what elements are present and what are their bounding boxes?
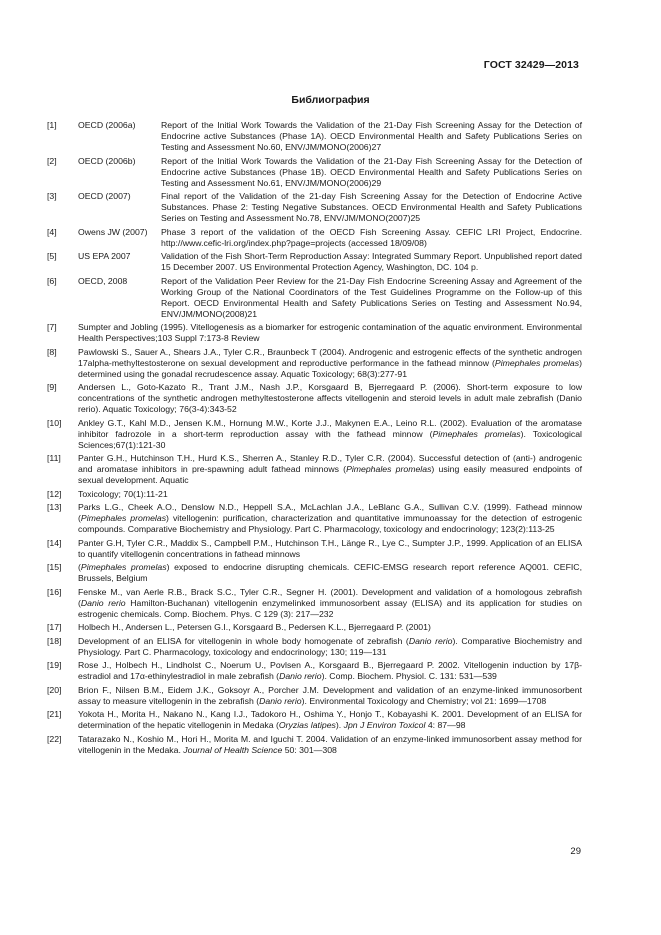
reference-italic-term: Danio rerio <box>80 597 126 608</box>
reference-text-part: Validation of the Fish Short-Term Reproduction Assay: Integrated Summary Report. Unpublished report dated 15 December 2007. US Environmental Protection Agency, Washington, DC. 104 p. <box>161 251 582 272</box>
reference-text <box>78 734 582 756</box>
reference-entry <box>47 622 582 633</box>
reference-text <box>78 587 582 620</box>
reference-text <box>161 191 582 224</box>
reference-number: [10] <box>47 417 62 428</box>
reference-entry <box>47 418 582 451</box>
reference-text-part: 4: 87—98 <box>425 720 466 730</box>
reference-text-part: ) determined using the gonadal recrudescence assay. Aquatic Toxicology; 68(3):277-91 <box>78 357 582 379</box>
reference-number: [2] <box>47 155 57 166</box>
reference-number: [6] <box>47 275 57 286</box>
reference-text-part: ). <box>335 720 344 730</box>
reference-entry <box>47 276 582 320</box>
reference-text-part: Hamilton-Buchanan) vitellogenin enzymelinked immunosorbent assay (ELISA) and its application for studies on estrogenic chemicals. Comp. Biochem. Phys. C 129 (3): 217—232 <box>78 597 582 619</box>
reference-text-part: 50: 301—308 <box>282 744 337 755</box>
reference-text <box>78 489 582 500</box>
reference-text-part: ) exposed to endocrine disrupting chemicals. CEFIC-EMSG research report reference AQ001. CEFIC, Brussels, Belgium <box>78 562 582 583</box>
reference-text <box>161 120 582 153</box>
reference-number: [14] <box>47 537 62 548</box>
reference-text-part: Pawlowski S., Sauer A., Shears J.A., Tyler C.R., Braunbeck T (2004). Androgenic and estrogenic effects of the synthetic androgen 17alpha-methyltestosterone on sexual development and reproductive performance in the fathead minnow ( <box>78 346 582 368</box>
reference-entry <box>47 489 582 500</box>
reference-number: [21] <box>47 709 62 719</box>
reference-text-part: Brion F., Nilsen B.M., Eidem J.K., Goksoyr A., Porcher J.M. Development and validation of an enzyme-linked immunosorbent assay to measure vitellogenin in the zebrafish ( <box>78 684 582 706</box>
reference-number: [13] <box>47 502 62 512</box>
reference-text-part: Report of the Validation Peer Review for the 21-Day Fish Endocrine Screening Assay and Agreement of the Working Group of the National Coordinators of the Test Guidelines Programme on the Follow-up of this Report. OECD Environmental Health and Safety Publications Series on Testing and Assessment No.94, ENV/JM/MONO(2008)21 <box>161 275 582 319</box>
reference-text-part: ). Environmental Toxicology and Chemistry; vol 21: 1699—1708 <box>301 695 547 706</box>
reference-text-part: ). Toxicological Sciences;67(1):121-30 <box>78 428 582 450</box>
reference-source: US EPA 2007 <box>78 251 131 261</box>
reference-text-part: Panter G.H, Tyler C.R., Maddix S., Campbell P.M., Hutchinson T.H., Länge R., Lye C., Sumpter J.P., 1999. Application of an ELISA to quantify vitellogenin concentrations in fathead minnows <box>78 537 582 559</box>
reference-entry <box>47 660 582 682</box>
reference-source: Owens JW (2007) <box>78 226 148 237</box>
reference-number: [9] <box>47 382 57 392</box>
reference-entry <box>47 685 582 707</box>
reference-entry <box>47 453 582 486</box>
reference-entry <box>47 191 582 224</box>
reference-source: OECD (2006a) <box>78 120 136 130</box>
reference-italic-term: Pimephales promelas <box>80 513 167 523</box>
reference-entry <box>47 251 582 273</box>
reference-number: [22] <box>47 733 62 744</box>
reference-number: [15] <box>47 562 62 572</box>
reference-italic-term: Pimephales promelas <box>432 428 521 439</box>
standard-code: ГОСТ 32429—2013 <box>483 59 579 71</box>
reference-text-part: ) using easily measured endpoints of sexual development. Aquatic <box>78 464 582 485</box>
reference-entry <box>47 562 582 584</box>
reference-number: [20] <box>47 684 62 695</box>
reference-text-part: Yokota H., Morita H., Nakano N., Kang I.J., Tadokoro H., Oshima Y., Honjo T., Kobayashi K. 2001. Development of an ELISA for determination of the hepatic vitellogenin in Medaka ( <box>78 709 582 730</box>
reference-text-part: Sumpter and Jobling (1995). Vitellogenesis as a biomarker for estrogenic contamination of the aquatic environment. Environmental Health Perspectives;103 Suppl 7:173-8 Review <box>78 322 582 343</box>
reference-list <box>47 120 582 758</box>
reference-text <box>161 227 582 249</box>
reference-text-part: Phase 3 report of the validation of the OECD Fish Screening Assay. CEFIC LRI Project, Endocrine. http://www.cefic-lri.org/index.php?page=projects (accessed 18/09/08) <box>161 226 582 248</box>
reference-number: [3] <box>47 191 57 201</box>
reference-text-part: Rose J., Holbech H., Lindholst C., Noerum U., Povlsen A., Korsgaard B., Bjerregaard P. 2002. Vitellogenin induction by 17β-estradiol and 17α-ethinylestradiol in male zebrafish ( <box>78 660 582 681</box>
reference-text-part: ( <box>78 562 81 572</box>
reference-text <box>78 502 582 535</box>
reference-italic-term: Pimephales promelas <box>494 357 580 368</box>
reference-text <box>78 709 582 731</box>
reference-entry <box>47 538 582 560</box>
reference-text-part: Toxicology; 70(1):11-21 <box>78 488 168 499</box>
reference-text <box>161 276 582 320</box>
reference-text <box>78 453 582 486</box>
reference-entry <box>47 636 582 658</box>
reference-text <box>78 636 582 658</box>
reference-number: [7] <box>47 322 57 332</box>
reference-entry <box>47 709 582 731</box>
reference-entry <box>47 322 582 344</box>
reference-text <box>78 562 582 584</box>
reference-text <box>161 251 582 273</box>
reference-italic-term: Danio rerio <box>408 635 453 646</box>
reference-text <box>78 538 582 560</box>
reference-text-part: Report of the Initial Work Towards the Validation of the 21-Day Fish Screening Assay for the Detection of Endocrine active Substances (Phase 1A). OECD Environmental Health and Safety Publications Series on Testing and Assessment No.60, ENV/JM/MONO(2006)27 <box>161 120 582 152</box>
reference-number: [16] <box>47 586 62 597</box>
reference-number: [11] <box>47 453 61 463</box>
reference-text <box>161 156 582 189</box>
reference-entry <box>47 227 582 249</box>
reference-text <box>78 382 582 415</box>
reference-source: OECD (2007) <box>78 191 131 201</box>
reference-number: [8] <box>47 346 57 357</box>
reference-number: [4] <box>47 226 57 237</box>
reference-entry <box>47 587 582 620</box>
page-number: 29 <box>570 846 581 857</box>
reference-text <box>78 322 582 344</box>
reference-italic-term: Pimephales promelas <box>80 562 167 572</box>
reference-text <box>78 418 582 451</box>
reference-italic-term: Jpn J Environ Toxicol <box>343 720 426 730</box>
reference-text-part: ). Comparative Biochemistry and Physiology. Part C. Pharmacology, toxicology and endocrinology; 130; 119—131 <box>78 635 583 657</box>
reference-number: [19] <box>47 660 62 670</box>
reference-italic-term: Pimephales promelas <box>346 464 432 474</box>
reference-text-part: Ankley G.T., Kahl M.D., Jensen K.M., Hornung M.W., Korte J.J., Makynen E.A., Leino R.L. (2002). Evaluation of the aromatase inhibitor fadrozole in a short-term reproduction assay with the fathead minnow ( <box>78 417 582 439</box>
reference-text-part: Parks L.G., Cheek A.O., Denslow N.D., Heppell S.A., McLachlan J.A., LeBlanc G.A., Sullivan C.V. (1999). Fathead minnow ( <box>78 502 582 523</box>
reference-text <box>78 622 582 633</box>
reference-italic-term: Journal of Health Science <box>183 744 283 755</box>
bibliography-title: Библиография <box>291 94 370 106</box>
reference-text-part: Holbech H., Andersen L., Petersen G.I., Korsgaard B., Pedersen K.L., Bjerregaard P. (2001) <box>78 622 431 632</box>
reference-italic-term: Danio rerio <box>279 671 322 681</box>
reference-entry <box>47 382 582 415</box>
reference-italic-term: Oryzias latipes <box>278 720 336 730</box>
reference-text-part: Fenske M., van Aerle R.B., Brack S.C., Tyler C.R., Segner H. (2001). Development and validation of a homologous zebrafish ( <box>78 586 582 608</box>
reference-number: [12] <box>47 488 62 499</box>
reference-number: [1] <box>47 120 57 130</box>
reference-entry <box>47 734 582 756</box>
reference-text <box>78 685 582 707</box>
reference-text-part: Final report of the Validation of the 21-day Fish Screening Assay for the Detection of Endocrine Active Substances. Phase 2: Testing Negative Substances. OECD Environmental Health and Safety Publications Series on Testing and Assessment No.78, ENV/JM/MONO(2007)25 <box>161 191 582 223</box>
reference-entry <box>47 347 582 380</box>
reference-italic-term: Danio rerio <box>259 695 302 706</box>
reference-entry <box>47 502 582 535</box>
reference-source: OECD, 2008 <box>78 275 128 286</box>
reference-text <box>78 660 582 682</box>
reference-text-part: Andersen L., Goto-Kazato R., Trant J.M., Nash J.P., Korsgaard B, Bjerregaard P. (2006). Short-term exposure to low concentrations of the synthetic androgen methyltestosterone affects vitellogenin and steroid levels in adult male zebrafish (Danio rerio). Aquatic Toxicology; 76(3-4):343-52 <box>78 382 582 414</box>
reference-text-part: ). Comp. Biochem. Physiol. C. 131: 531—539 <box>321 671 497 681</box>
reference-text <box>78 347 582 380</box>
reference-number: [17] <box>47 622 62 632</box>
reference-entry <box>47 120 582 153</box>
reference-number: [18] <box>47 635 62 646</box>
reference-source: OECD (2006b) <box>78 155 136 166</box>
reference-text-part: ) vitellogenin: purification, characterization and quantitative immunoassay for the detection of estrogenic compounds. Comparative Biochemistry and Physiology. Part C. Pharmacology, toxicology and endocrinology; 123(2):113-25 <box>78 513 582 534</box>
reference-text-part: Report of the Initial Work Towards the Validation of the 21-Day Fish Screening Assay for the Detection of Endocrine active Substances (Phase 1B). OECD Environmental Health and Safety Publications Series on Testing and Assessment No.61, ENV/JM/MONO(2006)29 <box>161 155 582 188</box>
reference-text-part: Panter G.H., Hutchinson T.H., Hurd K.S., Sherren A., Stanley R.D., Tyler C.R. (2004). Successful detection of (anti-) androgenic and aromatase inhibitors in pre-spawning adult fathead minnows ( <box>78 453 582 474</box>
reference-text-part: Development of an ELISA for vitellogenin in whole body homogenate of zebrafish ( <box>78 635 409 646</box>
reference-number: [5] <box>47 251 57 261</box>
reference-entry <box>47 156 582 189</box>
reference-text-part: Tatarazako N., Koshio M., Hori H., Morita M. and Iguchi T. 2004. Validation of an enzyme-linked immunosorbent assay method for vitellogenin in the Medaka. <box>78 733 582 755</box>
